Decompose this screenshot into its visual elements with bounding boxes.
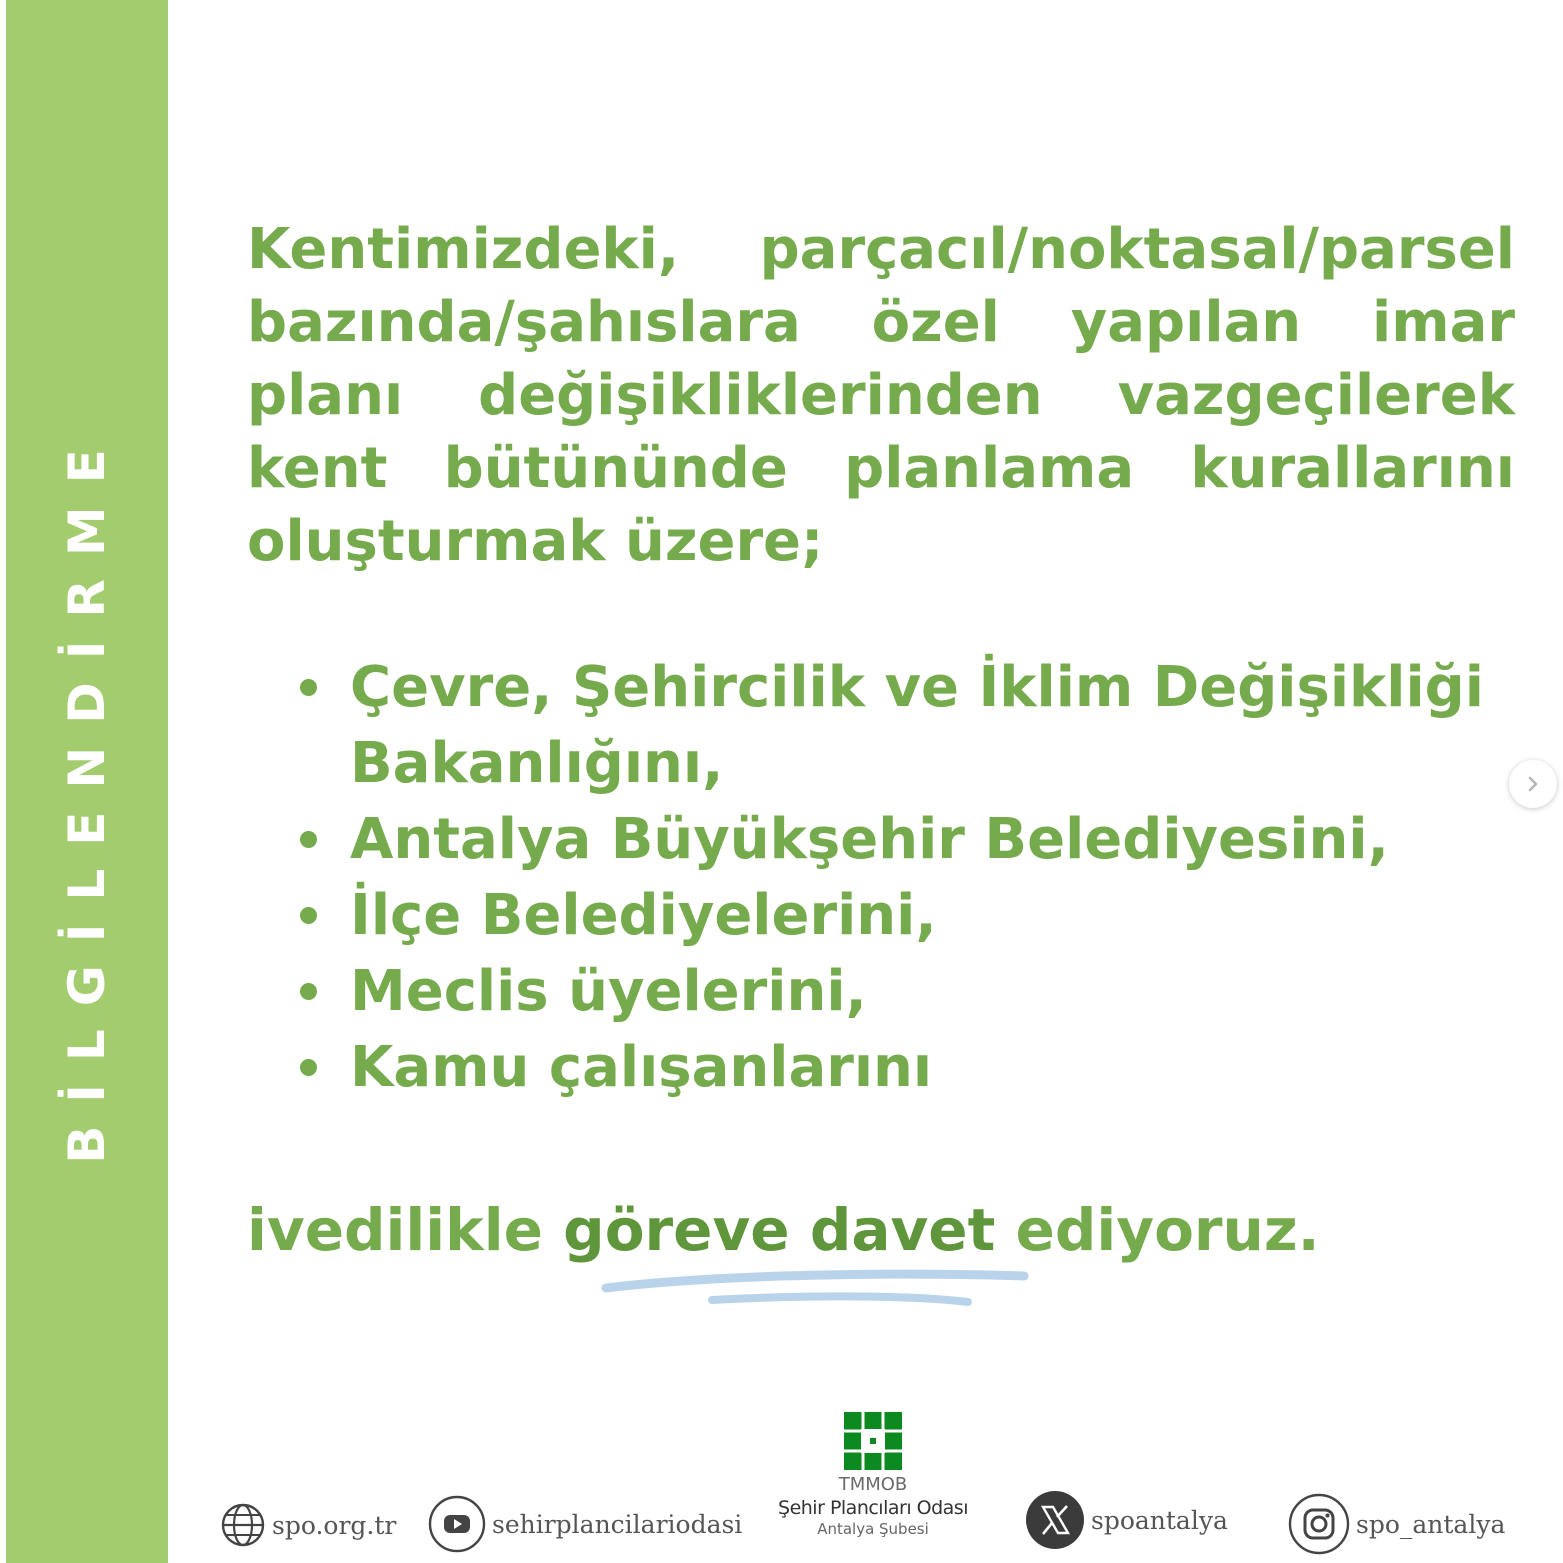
- logo-name: Şehir Plancıları Odası: [778, 1497, 968, 1519]
- spo-logo: [758, 1412, 988, 1538]
- list-item: İlçe Belediyelerini,: [300, 878, 1515, 954]
- list-item: Meclis üyelerini,: [300, 954, 1515, 1030]
- chevron-right-icon: [1523, 774, 1543, 794]
- website-label: spo.org.tr: [272, 1510, 397, 1540]
- logo-branch: Antalya Şubesi: [817, 1520, 929, 1538]
- addressee-list: [300, 650, 1515, 1106]
- footer-website[interactable]: [220, 1502, 396, 1548]
- footer-instagram[interactable]: [1288, 1493, 1505, 1555]
- twitter-label: spoantalya: [1091, 1505, 1228, 1535]
- footer-youtube[interactable]: [428, 1495, 742, 1553]
- closing-sentence: [247, 1192, 1320, 1268]
- instagram-label: spo_antalya: [1356, 1509, 1506, 1539]
- x-twitter-icon: [1025, 1490, 1085, 1550]
- closing-emphasis: göreve davet: [563, 1196, 996, 1264]
- next-slide-button[interactable]: [1509, 760, 1557, 808]
- list-item: Kamu çalışanlarını: [300, 1030, 1515, 1106]
- youtube-icon: [428, 1495, 486, 1553]
- closing-prefix: ivedilikle: [247, 1196, 564, 1264]
- globe-icon: [220, 1502, 266, 1548]
- spo-logo-mark: [844, 1412, 902, 1470]
- footer-twitter[interactable]: [1025, 1490, 1228, 1550]
- logo-org: TMMOB: [838, 1474, 908, 1495]
- list-item: Çevre, Şehircilik ve İklim Değişikliği Bakanlığını,: [300, 650, 1515, 802]
- underline-swoosh: [600, 1262, 1040, 1322]
- intro-paragraph: Kentimizdeki, parçacıl/noktasal/parsel bazında/şahıslara özel yapılan imar planı değişikliklerinden vazgeçilerek kent bütününde planlama kurallarını oluşturmak üzere;: [247, 217, 1515, 574]
- youtube-label: sehirplancilariodasi: [492, 1509, 743, 1539]
- instagram-icon: [1288, 1493, 1350, 1555]
- list-item: Antalya Büyükşehir Belediyesini,: [300, 802, 1515, 878]
- closing-suffix: ediyoruz.: [995, 1196, 1320, 1264]
- sidebar-title: BİLGİLENDİRME: [58, 426, 116, 1164]
